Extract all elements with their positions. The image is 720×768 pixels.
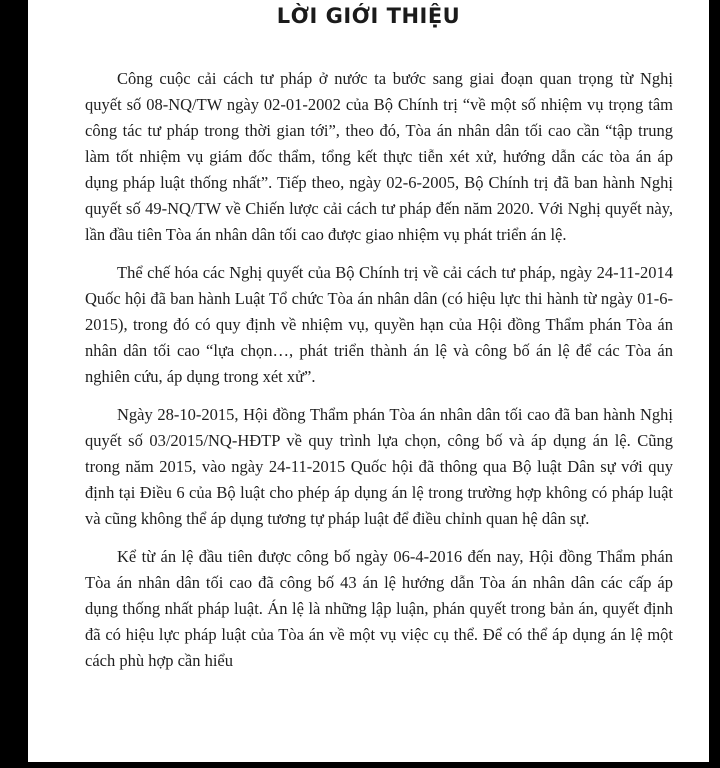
document-body — [85, 66, 673, 686]
paragraph-1: Công cuộc cải cách tư pháp ở nước ta bước sang giai đoạn quan trọng từ Nghị quyết số 08-NQ/TW ngày 02-01-2002 của Bộ Chính trị “về một số nhiệm vụ trọng tâm công tác tư pháp trong thời gian tới”, theo đó, Tòa án nhân dân tối cao cần “tập trung làm tốt nhiệm vụ giám đốc thẩm, tổng kết thực tiễn xét xử, hướng dẫn các tòa án áp dụng pháp luật thống nhất”. Tiếp theo, ngày 02-6-2005, Bộ Chính trị đã ban hành Nghị quyết số 49-NQ/TW về Chiến lược cải cách tư pháp đến năm 2020. Với Nghị quyết này, lần đầu tiên Tòa án nhân dân tối cao được giao nhiệm vụ phát triển án lệ. — [85, 69, 673, 244]
document-page — [28, 0, 709, 762]
paragraph-3: Ngày 28-10-2015, Hội đồng Thẩm phán Tòa án nhân dân tối cao đã ban hành Nghị quyết số 03/2015/NQ-HĐTP về quy trình lựa chọn, công bố và áp dụng án lệ. Cũng trong năm 2015, vào ngày 24-11-2015 Quốc hội đã thông qua Bộ luật Dân sự với quy định tại Điều 6 của Bộ luật cho phép áp dụng án lệ trong trường hợp không có pháp luật và cũng không thể áp dụng tương tự pháp luật để điều chỉnh quan hệ dân sự. — [85, 405, 673, 528]
paragraph-4: Kể từ án lệ đầu tiên được công bố ngày 06-4-2016 đến nay, Hội đồng Thẩm phán Tòa án nhân dân tối cao đã công bố 43 án lệ hướng dẫn Tòa án nhân dân các cấp áp dụng thống nhất pháp luật. Án lệ là những lập luận, phán quyết trong bản án, quyết định đã có hiệu lực pháp luật của Tòa án về một vụ việc cụ thể. Để có thể áp dụng án lệ một cách phù hợp cần hiểu — [85, 547, 673, 670]
page-title: LỜI GIỚI THIỆU — [276, 4, 461, 28]
paragraph-2: Thể chế hóa các Nghị quyết của Bộ Chính trị về cải cách tư pháp, ngày 24-11-2014 Quốc hội đã ban hành Luật Tổ chức Tòa án nhân dân (có hiệu lực thi hành từ ngày 01-6-2015), trong đó có quy định về nhiệm vụ, quyền hạn của Hội đồng Thẩm phán Tòa án nhân dân tối cao “lựa chọn…, phát triển thành án lệ và công bố án lệ để các Tòa án nghiên cứu, áp dụng trong xét xử”. — [85, 263, 673, 386]
